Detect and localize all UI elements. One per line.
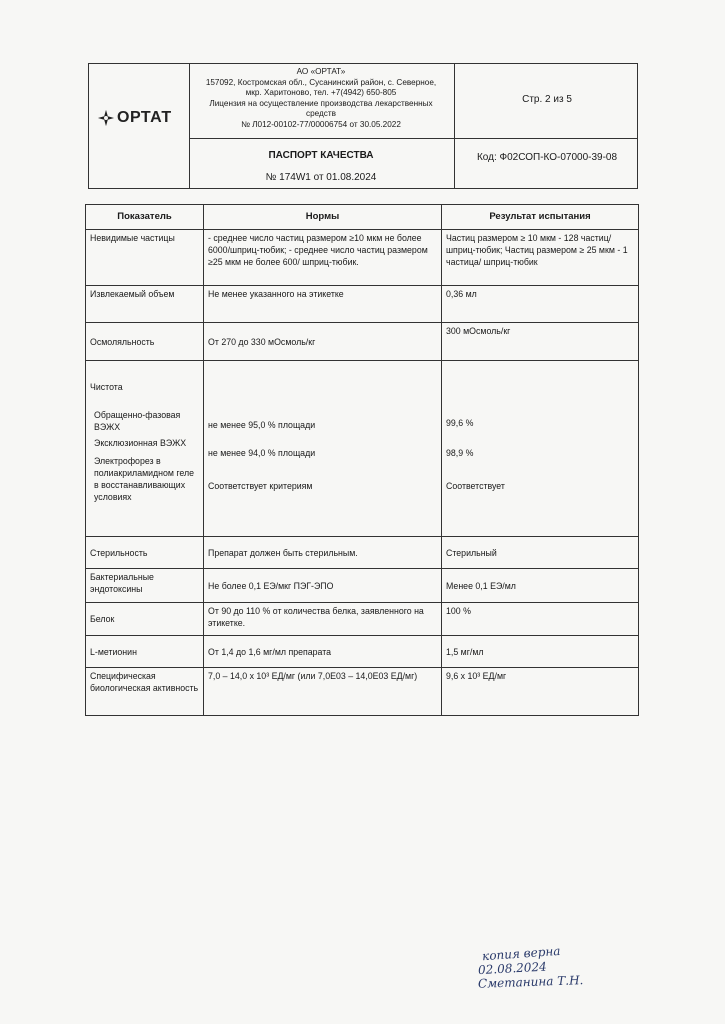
logo-text: ОРТАТ — [117, 109, 172, 126]
purity-result-electrophoresis: Соответствует — [446, 481, 505, 491]
param-cell: Белок — [86, 603, 204, 636]
param-cell-purity — [86, 361, 204, 537]
purity-result-rp-hplc: 99,6 % — [446, 418, 474, 428]
norm-cell: 7,0 – 14,0 х 10³ ЕД/мг (или 7,0Е03 – 14,0Е03 ЕД/мг) — [204, 668, 442, 716]
param-cell: Невидимые частицы — [86, 230, 204, 286]
result-cell: 0,36 мл — [442, 286, 639, 323]
purity-title: Чистота — [90, 382, 123, 392]
result-cell: 9,6 х 10³ ЕД/мг — [442, 668, 639, 716]
purity-item-rp-hplc: Обращенно-фазовая ВЭЖХ — [94, 410, 181, 432]
company-phone: мкр. Харитоново, тел. +7(4942) 650-805 — [245, 88, 397, 97]
norm-cell: Не менее указанного на этикетке — [204, 286, 442, 323]
column-header-result: Результат испытания — [442, 205, 639, 230]
table-row — [86, 230, 639, 286]
document-title: ПАСПОРТ КАЧЕСТВА — [268, 150, 374, 161]
norm-cell: - среднее число частиц размером ≥10 мкм не более 6000/шприц-тюбик; - среднее число частиц размером ≥25 мкм не более 600/ шприц-тюбик. — [204, 230, 442, 286]
result-cell: Частиц размером ≥ 10 мкм - 128 частиц/шприц-тюбик; Частиц размером ≥ 25 мкм - 1 частица/ шприц-тюбик — [442, 230, 639, 286]
ortat-logo-icon — [97, 109, 115, 127]
table-row — [86, 668, 639, 716]
document-number: № 174W1 от 01.08.2024 — [265, 172, 377, 183]
result-cell: Стерильный — [442, 537, 639, 569]
table-row-purity — [86, 361, 639, 537]
result-cell: 1,5 мг/мл — [442, 636, 639, 668]
norm-cell: От 270 до 330 мОсмоль/кг — [204, 323, 442, 361]
company-license-cont: средств — [306, 109, 336, 118]
document-header — [88, 63, 638, 189]
table-row — [86, 569, 639, 603]
table-row — [86, 603, 639, 636]
purity-norm-electrophoresis: Соответствует критериям — [208, 481, 313, 491]
table-row — [86, 636, 639, 668]
table-row — [86, 537, 639, 569]
norm-cell: Не более 0,1 ЕЭ/мкг ПЭГ-ЭПО — [204, 569, 442, 603]
norm-cell-purity — [204, 361, 442, 537]
result-cell-purity — [442, 361, 639, 537]
result-cell: 300 мОсмоль/кг — [442, 323, 639, 361]
result-cell: 100 % — [442, 603, 639, 636]
company-logo — [97, 108, 183, 128]
signature-name: Сметанина Т.Н. — [477, 973, 584, 991]
page-number: Стр. 2 из 5 — [522, 94, 572, 105]
table-row — [86, 323, 639, 361]
company-info — [193, 67, 449, 130]
param-cell: Извлекаемый объем — [86, 286, 204, 323]
column-header-parameter: Показатель — [86, 205, 204, 230]
quality-table — [85, 204, 639, 716]
purity-norm-se-hplc: не менее 94,0 % площади — [208, 448, 316, 458]
norm-cell: От 1,4 до 1,6 мг/мл препарата — [204, 636, 442, 668]
param-cell: Стерильность — [86, 537, 204, 569]
norm-cell: Препарат должен быть стерильным. — [204, 537, 442, 569]
purity-norm-rp-hplc: не менее 95,0 % площади — [208, 420, 316, 430]
purity-item-se-hplc: Эксклюзионная ВЭЖХ — [94, 438, 187, 448]
param-cell: Бактериальные эндотоксины — [86, 569, 204, 603]
company-address: 157092, Костромская обл., Сусанинский район, с. Северное, — [205, 77, 437, 87]
company-name: АО «ОРТАТ» — [296, 67, 346, 76]
company-license: Лицензия на осуществление производства лекарственных — [209, 98, 433, 108]
purity-result-se-hplc: 98,9 % — [446, 448, 474, 458]
signature-date: 02.08.2024 — [477, 959, 548, 978]
norm-cell: От 90 до 110 % от количества белка, заявленного на этикетке. — [204, 603, 442, 636]
purity-item-electrophoresis: Электрофорез в полиакриламидном геле в восстанавливающих условиях — [94, 456, 195, 502]
column-header-norms: Нормы — [204, 205, 442, 230]
company-license-number: № Л012-00102-77/00006754 от 30.05.2022 — [241, 119, 401, 129]
table-header-row — [86, 205, 639, 230]
param-cell: Осмоляльность — [86, 323, 204, 361]
param-cell: L-метионин — [86, 636, 204, 668]
signature-copy-true: копия верна — [481, 943, 561, 964]
result-cell: Менее 0,1 ЕЭ/мл — [442, 569, 639, 603]
param-cell: Специфическая биологическая активность — [86, 668, 204, 716]
handwritten-certification — [478, 944, 638, 1004]
table-row — [86, 286, 639, 323]
document-code: Код: Ф02СОП-КО-07000-39-08 — [476, 152, 618, 163]
